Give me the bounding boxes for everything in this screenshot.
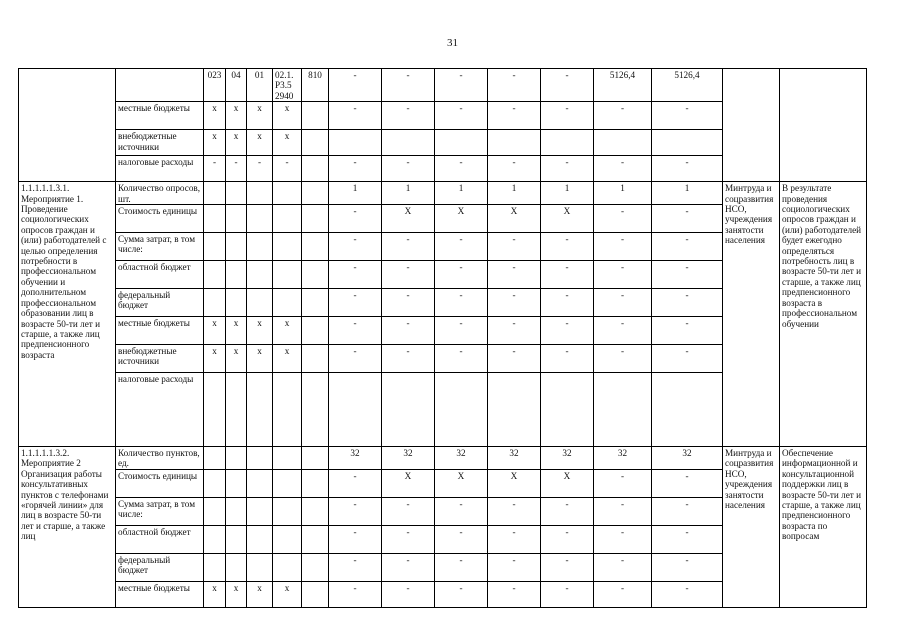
year-value: - bbox=[488, 261, 541, 289]
executor: Минтруда и соцразвития НСО, учреждения занятости населения bbox=[723, 447, 780, 608]
year-value bbox=[541, 130, 594, 156]
code-gr bbox=[204, 205, 226, 233]
year-value: - bbox=[329, 497, 382, 525]
code-gr: х bbox=[204, 130, 226, 156]
year-value: - bbox=[594, 317, 652, 345]
year-value: - bbox=[382, 69, 435, 102]
year-value: - bbox=[652, 261, 723, 289]
indicator-label: внебюджетные источники bbox=[116, 130, 204, 156]
year-value: - bbox=[435, 345, 488, 373]
year-value: - bbox=[488, 497, 541, 525]
executor: Минтруда и соцразвития НСО, учреждения занятости населения bbox=[723, 182, 780, 447]
program-table bbox=[18, 68, 867, 608]
code-pr bbox=[247, 182, 273, 205]
indicator-label: Сумма затрат, в том числе: bbox=[116, 497, 204, 525]
year-value: Х bbox=[382, 205, 435, 233]
indicator-label: Стоимость единицы bbox=[116, 205, 204, 233]
code-csr bbox=[273, 205, 302, 233]
indicator-label: областной бюджет bbox=[116, 261, 204, 289]
year-value: - bbox=[382, 156, 435, 182]
code-gr bbox=[204, 289, 226, 317]
year-value: - bbox=[382, 553, 435, 581]
year-value: - bbox=[652, 525, 723, 553]
year-value: - bbox=[329, 102, 382, 130]
expected-result: Обеспечение информационной и консультационной поддержки лиц в возрасте 50-ти лет и старше, а также лиц предпенсионного возраста по вопросам bbox=[780, 447, 867, 608]
year-value: 5126,4 bbox=[652, 69, 723, 102]
indicator-label: налоговые расходы bbox=[116, 156, 204, 182]
indicator-label: Количество пунктов, ед. bbox=[116, 447, 204, 470]
year-value: - bbox=[382, 317, 435, 345]
year-value: - bbox=[435, 233, 488, 261]
year-value: - bbox=[329, 317, 382, 345]
code-rz: х bbox=[226, 345, 247, 373]
year-value: - bbox=[382, 525, 435, 553]
code-gr bbox=[204, 447, 226, 470]
code-rz: 04 bbox=[226, 69, 247, 102]
code-pr bbox=[247, 525, 273, 553]
code-csr bbox=[273, 447, 302, 470]
code-rz: х bbox=[226, 581, 247, 607]
code-gr: х bbox=[204, 345, 226, 373]
year-value: - bbox=[488, 317, 541, 345]
code-pr: 01 bbox=[247, 69, 273, 102]
year-value: - bbox=[329, 205, 382, 233]
year-value: 32 bbox=[541, 447, 594, 470]
year-value: - bbox=[652, 345, 723, 373]
code-csr: х bbox=[273, 345, 302, 373]
year-value: - bbox=[435, 289, 488, 317]
code-pr bbox=[247, 469, 273, 497]
year-value: - bbox=[329, 525, 382, 553]
code-pr bbox=[247, 447, 273, 470]
year-value: - bbox=[488, 345, 541, 373]
year-value: - bbox=[541, 233, 594, 261]
code-vr bbox=[302, 317, 329, 345]
code-rz bbox=[226, 205, 247, 233]
year-value: - bbox=[329, 69, 382, 102]
code-gr: - bbox=[204, 156, 226, 182]
code-vr bbox=[302, 261, 329, 289]
year-value: - bbox=[594, 581, 652, 607]
year-value: 1 bbox=[329, 182, 382, 205]
code-rz: х bbox=[226, 130, 247, 156]
year-value: 1 bbox=[594, 182, 652, 205]
year-value: 5126,4 bbox=[594, 69, 652, 102]
year-value bbox=[541, 373, 594, 447]
year-value bbox=[382, 373, 435, 447]
code-rz bbox=[226, 261, 247, 289]
code-csr bbox=[273, 497, 302, 525]
year-value: - bbox=[435, 261, 488, 289]
event-name-cell bbox=[19, 69, 116, 182]
year-value bbox=[329, 130, 382, 156]
code-pr: х bbox=[247, 345, 273, 373]
year-value: - bbox=[329, 345, 382, 373]
year-value: - bbox=[652, 289, 723, 317]
code-rz: - bbox=[226, 156, 247, 182]
year-value: - bbox=[329, 261, 382, 289]
year-value: - bbox=[652, 156, 723, 182]
year-value: - bbox=[541, 156, 594, 182]
code-vr bbox=[302, 130, 329, 156]
code-vr bbox=[302, 373, 329, 447]
year-value: Х bbox=[488, 205, 541, 233]
code-vr bbox=[302, 182, 329, 205]
year-value: - bbox=[382, 289, 435, 317]
indicator-label: местные бюджеты bbox=[116, 317, 204, 345]
year-value: Х bbox=[541, 469, 594, 497]
year-value: - bbox=[652, 553, 723, 581]
year-value: 32 bbox=[435, 447, 488, 470]
year-value bbox=[435, 373, 488, 447]
year-value: - bbox=[594, 156, 652, 182]
year-value: 32 bbox=[382, 447, 435, 470]
event-name: 1.1.1.1.1.3.1. Мероприятие 1. Проведение социологических опросов граждан и (или) работодателей с целью определения потребности в профессиональном обучении и дополнительном профессиональном образовании лиц в возрасте 50-ти лет и старше, а также лиц предпенсионного возраста bbox=[19, 182, 116, 447]
year-value: - bbox=[488, 525, 541, 553]
indicator-label: налоговые расходы bbox=[116, 373, 204, 447]
expected-result: В результате проведения социологических опросов граждан и (или) работодателей будет ежегодно определяться потребность лиц в возрасте 50-ти лет и старше, а также лиц предпенсионного возраста в профессиональном обучении bbox=[780, 182, 867, 447]
year-value bbox=[382, 130, 435, 156]
year-value: - bbox=[594, 553, 652, 581]
year-value: 1 bbox=[541, 182, 594, 205]
code-vr: 810 bbox=[302, 69, 329, 102]
year-value: - bbox=[435, 69, 488, 102]
year-value: - bbox=[594, 205, 652, 233]
code-pr: х bbox=[247, 581, 273, 607]
year-value: - bbox=[541, 261, 594, 289]
year-value: - bbox=[329, 233, 382, 261]
code-rz bbox=[226, 497, 247, 525]
year-value: - bbox=[382, 102, 435, 130]
event-name: 1.1.1.1.1.3.2. Мероприятие 2 Организация работы консультативных пунктов с телефонами «горячей линии» для лиц в возрасте 50-ти лет и старше, а также лиц bbox=[19, 447, 116, 608]
year-value: - bbox=[541, 289, 594, 317]
code-pr: х bbox=[247, 317, 273, 345]
code-rz bbox=[226, 289, 247, 317]
indicator-label: внебюджетные источники bbox=[116, 345, 204, 373]
year-value: - bbox=[652, 317, 723, 345]
year-value: - bbox=[541, 581, 594, 607]
year-value: 32 bbox=[652, 447, 723, 470]
year-value bbox=[329, 373, 382, 447]
code-rz bbox=[226, 469, 247, 497]
code-vr bbox=[302, 102, 329, 130]
year-value: - bbox=[594, 289, 652, 317]
year-value: 1 bbox=[488, 182, 541, 205]
code-csr bbox=[273, 469, 302, 497]
year-value: - bbox=[435, 317, 488, 345]
year-value: 32 bbox=[329, 447, 382, 470]
code-vr bbox=[302, 345, 329, 373]
table-row bbox=[19, 69, 867, 102]
year-value: Х bbox=[435, 205, 488, 233]
code-rz: х bbox=[226, 102, 247, 130]
code-vr bbox=[302, 553, 329, 581]
year-value: - bbox=[435, 102, 488, 130]
year-value: - bbox=[594, 497, 652, 525]
indicator-label: областной бюджет bbox=[116, 525, 204, 553]
year-value: - bbox=[594, 469, 652, 497]
year-value: - bbox=[652, 205, 723, 233]
year-value: 1 bbox=[382, 182, 435, 205]
year-value: - bbox=[652, 497, 723, 525]
table-row bbox=[19, 447, 867, 470]
year-value: - bbox=[329, 469, 382, 497]
code-csr bbox=[273, 289, 302, 317]
code-pr: - bbox=[247, 156, 273, 182]
code-rz: х bbox=[226, 317, 247, 345]
code-gr bbox=[204, 525, 226, 553]
code-gr: х bbox=[204, 581, 226, 607]
year-value: Х bbox=[488, 469, 541, 497]
year-value: 1 bbox=[435, 182, 488, 205]
year-value: - bbox=[652, 469, 723, 497]
executor-cell bbox=[723, 69, 780, 182]
code-gr bbox=[204, 553, 226, 581]
code-vr bbox=[302, 289, 329, 317]
code-gr: х bbox=[204, 317, 226, 345]
year-value bbox=[652, 373, 723, 447]
code-csr: х bbox=[273, 102, 302, 130]
code-csr bbox=[273, 553, 302, 581]
year-value: - bbox=[435, 156, 488, 182]
year-value: - bbox=[541, 102, 594, 130]
code-gr bbox=[204, 497, 226, 525]
year-value bbox=[435, 130, 488, 156]
code-vr bbox=[302, 525, 329, 553]
code-gr: 023 bbox=[204, 69, 226, 102]
year-value: - bbox=[488, 156, 541, 182]
indicator-label: федеральный бюджет bbox=[116, 289, 204, 317]
code-csr bbox=[273, 261, 302, 289]
code-pr: х bbox=[247, 130, 273, 156]
year-value: - bbox=[435, 553, 488, 581]
code-rz bbox=[226, 525, 247, 553]
code-csr: - bbox=[273, 156, 302, 182]
year-value: - bbox=[594, 525, 652, 553]
year-value: Х bbox=[541, 205, 594, 233]
year-value: - bbox=[488, 69, 541, 102]
code-pr bbox=[247, 289, 273, 317]
year-value: - bbox=[488, 233, 541, 261]
code-vr bbox=[302, 447, 329, 470]
indicator-label: Стоимость единицы bbox=[116, 469, 204, 497]
code-csr: х bbox=[273, 130, 302, 156]
code-pr bbox=[247, 261, 273, 289]
year-value: - bbox=[652, 102, 723, 130]
table-row bbox=[19, 182, 867, 205]
year-value: - bbox=[541, 317, 594, 345]
indicator-label: Количество опросов, шт. bbox=[116, 182, 204, 205]
code-pr bbox=[247, 373, 273, 447]
year-value: - bbox=[594, 345, 652, 373]
year-value: - bbox=[541, 69, 594, 102]
indicator-label: местные бюджеты bbox=[116, 102, 204, 130]
year-value: - bbox=[382, 345, 435, 373]
year-value: - bbox=[329, 553, 382, 581]
year-value: Х bbox=[382, 469, 435, 497]
year-value: 32 bbox=[594, 447, 652, 470]
code-pr bbox=[247, 497, 273, 525]
code-csr bbox=[273, 182, 302, 205]
code-csr bbox=[273, 373, 302, 447]
code-pr bbox=[247, 553, 273, 581]
year-value bbox=[488, 130, 541, 156]
year-value: 32 bbox=[488, 447, 541, 470]
year-value: - bbox=[435, 581, 488, 607]
year-value: - bbox=[329, 156, 382, 182]
code-gr: х bbox=[204, 102, 226, 130]
code-vr bbox=[302, 233, 329, 261]
code-csr bbox=[273, 525, 302, 553]
year-value: - bbox=[541, 345, 594, 373]
code-csr: 02.1. P3.5 2940 bbox=[273, 69, 302, 102]
year-value bbox=[594, 373, 652, 447]
code-gr bbox=[204, 469, 226, 497]
year-value: - bbox=[382, 233, 435, 261]
year-value: - bbox=[594, 233, 652, 261]
year-value: - bbox=[652, 581, 723, 607]
year-value: 1 bbox=[652, 182, 723, 205]
page-number: 31 bbox=[447, 37, 458, 49]
code-vr bbox=[302, 156, 329, 182]
indicator-label: местные бюджеты bbox=[116, 581, 204, 607]
code-csr: х bbox=[273, 317, 302, 345]
year-value: - bbox=[594, 102, 652, 130]
year-value: - bbox=[488, 553, 541, 581]
code-gr bbox=[204, 373, 226, 447]
year-value: - bbox=[541, 525, 594, 553]
year-value: - bbox=[541, 497, 594, 525]
year-value: - bbox=[488, 289, 541, 317]
indicator-label: Сумма затрат, в том числе: bbox=[116, 233, 204, 261]
code-vr bbox=[302, 497, 329, 525]
code-csr: х bbox=[273, 581, 302, 607]
year-value: - bbox=[652, 233, 723, 261]
code-pr bbox=[247, 205, 273, 233]
year-value: - bbox=[329, 289, 382, 317]
indicator-label: федеральный бюджет bbox=[116, 553, 204, 581]
year-value: - bbox=[488, 102, 541, 130]
indicator-label-cell bbox=[116, 69, 204, 102]
code-pr bbox=[247, 233, 273, 261]
code-rz bbox=[226, 233, 247, 261]
code-vr bbox=[302, 205, 329, 233]
year-value: - bbox=[329, 581, 382, 607]
year-value: - bbox=[435, 497, 488, 525]
code-rz bbox=[226, 447, 247, 470]
result-cell bbox=[780, 69, 867, 182]
year-value: - bbox=[382, 497, 435, 525]
year-value: - bbox=[382, 581, 435, 607]
code-gr bbox=[204, 233, 226, 261]
year-value bbox=[652, 130, 723, 156]
year-value: - bbox=[541, 553, 594, 581]
code-gr bbox=[204, 182, 226, 205]
year-value: - bbox=[488, 581, 541, 607]
code-csr bbox=[273, 233, 302, 261]
code-vr bbox=[302, 581, 329, 607]
year-value: - bbox=[382, 261, 435, 289]
year-value: - bbox=[594, 261, 652, 289]
code-gr bbox=[204, 261, 226, 289]
code-vr bbox=[302, 469, 329, 497]
code-rz bbox=[226, 373, 247, 447]
code-pr: х bbox=[247, 102, 273, 130]
year-value bbox=[488, 373, 541, 447]
code-rz bbox=[226, 553, 247, 581]
year-value: Х bbox=[435, 469, 488, 497]
year-value bbox=[594, 130, 652, 156]
code-rz bbox=[226, 182, 247, 205]
year-value: - bbox=[435, 525, 488, 553]
